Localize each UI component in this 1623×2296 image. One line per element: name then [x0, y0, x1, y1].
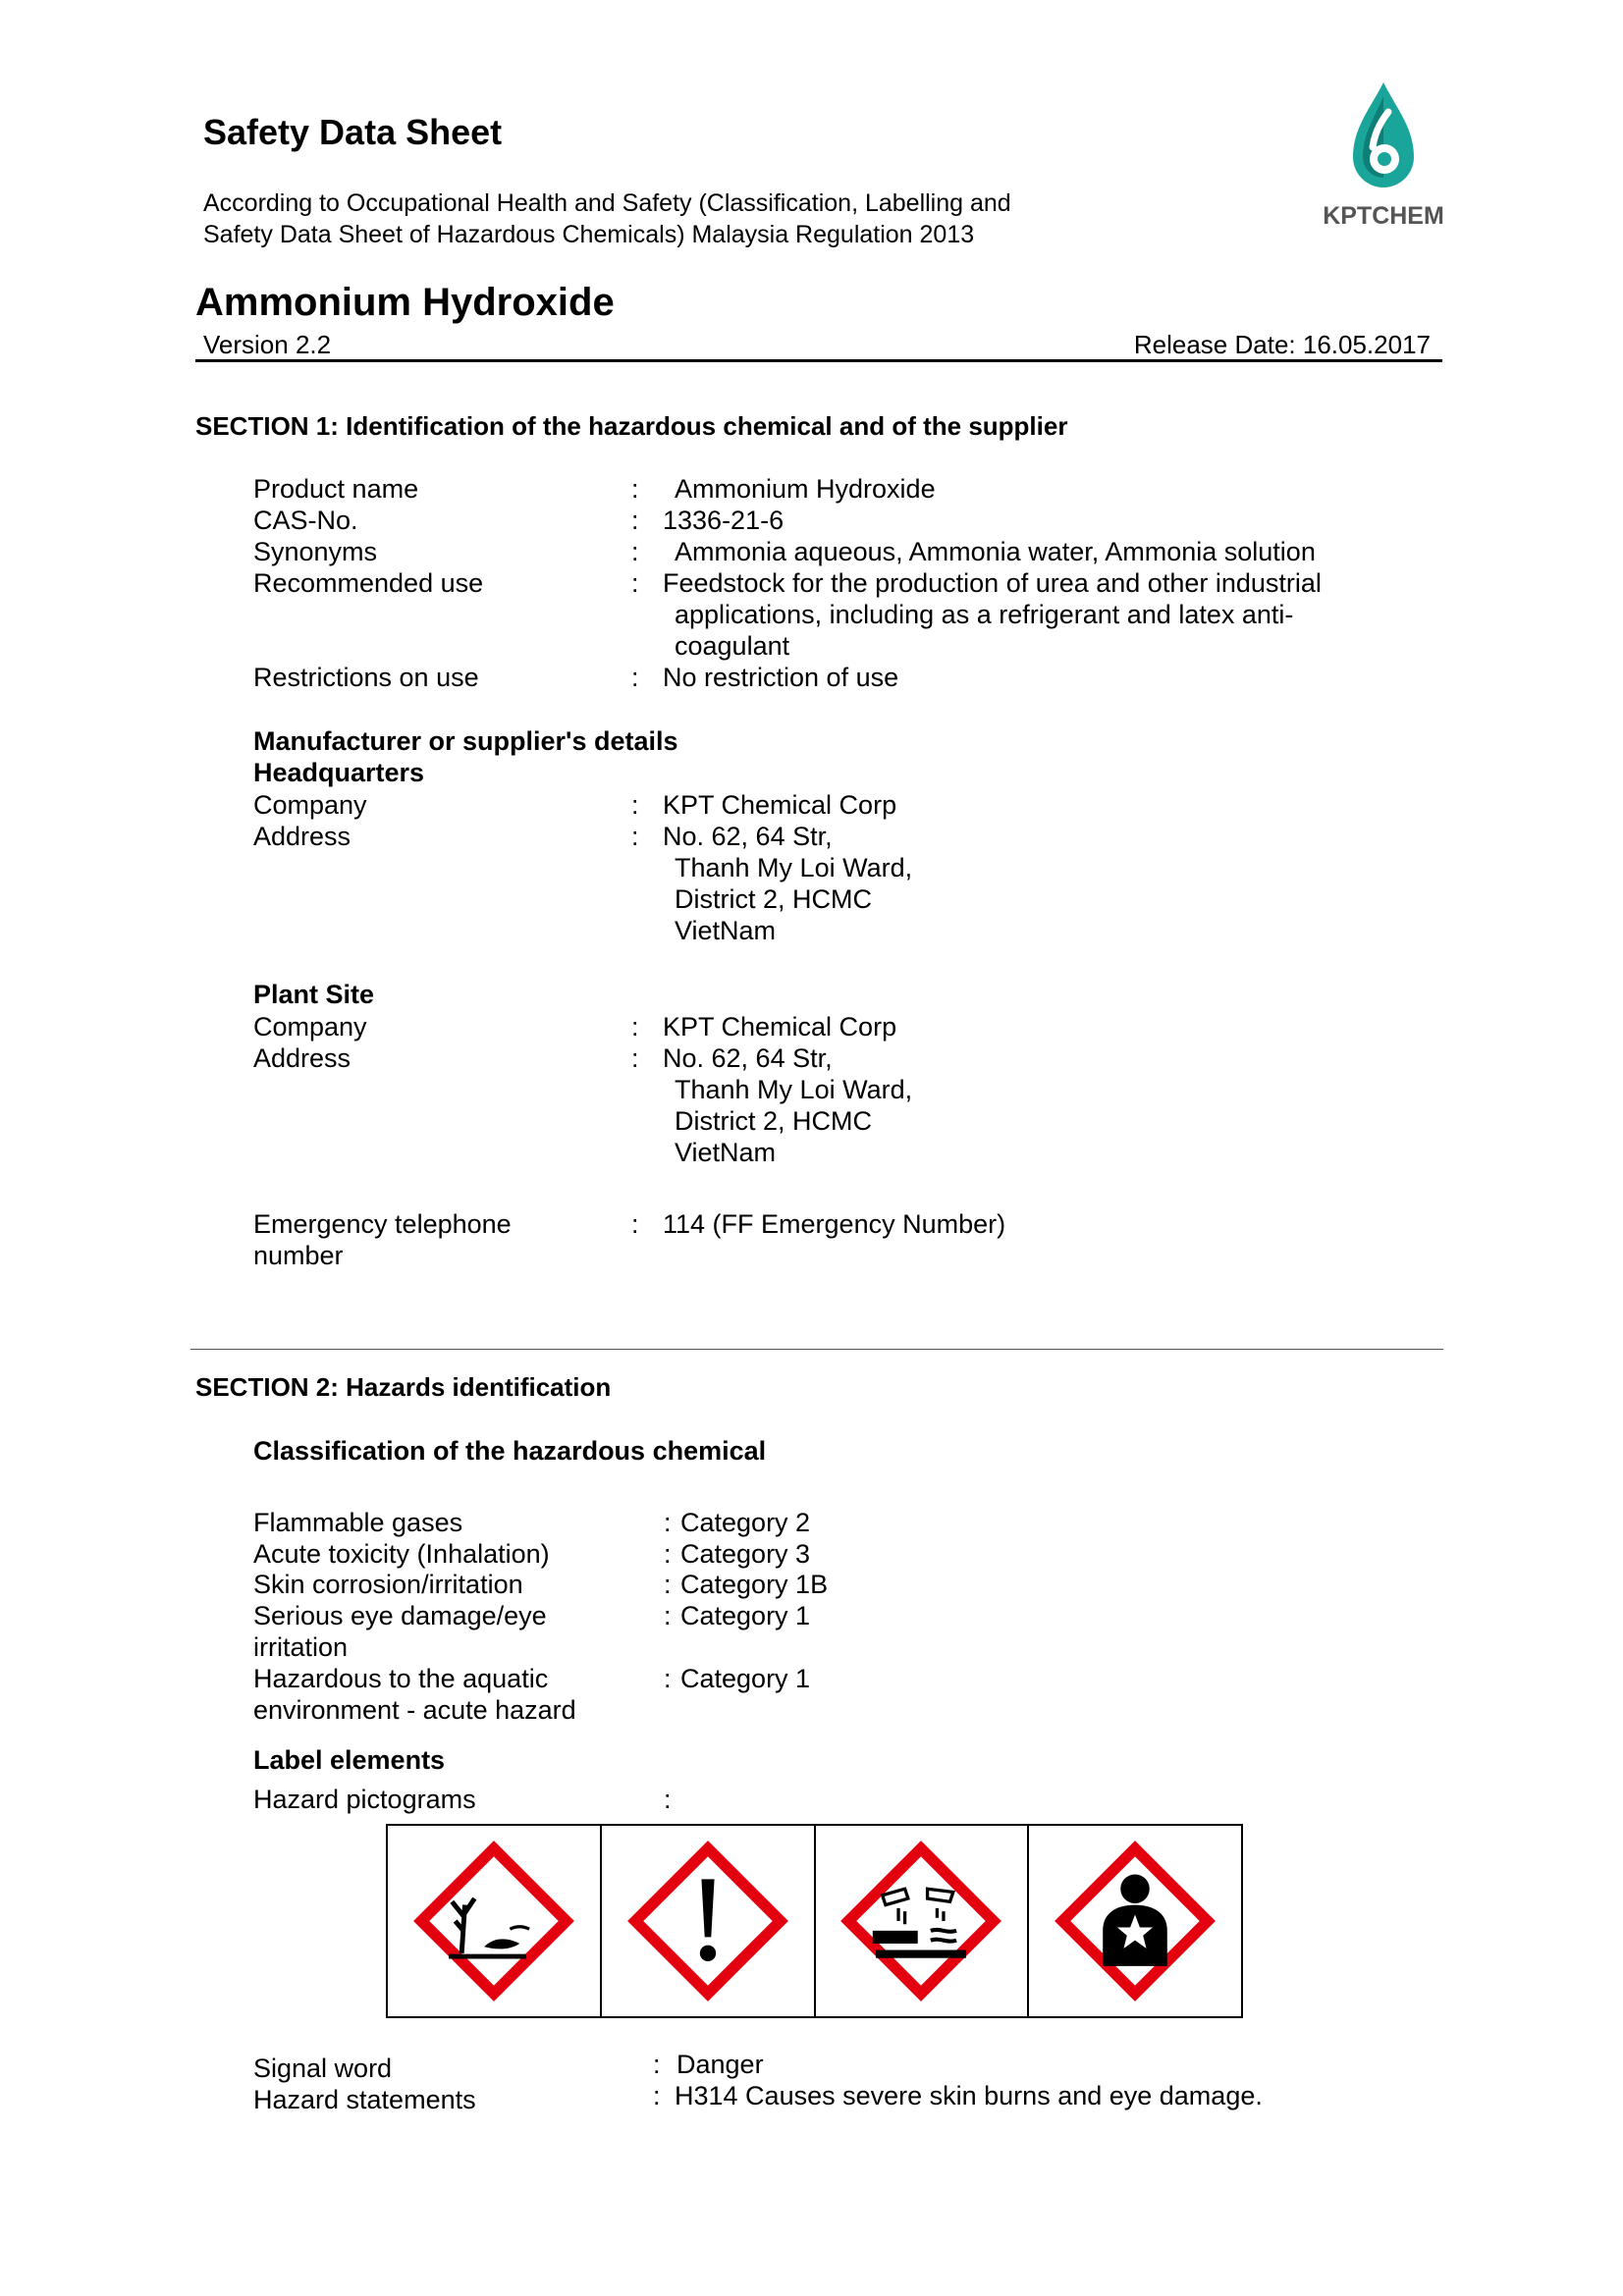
- emergency-value: 114 (FF Emergency Number): [663, 1209, 1006, 1239]
- document-title: Safety Data Sheet: [203, 112, 503, 152]
- release-date: Release Date: 16.05.2017: [1133, 330, 1431, 359]
- hazard-statements-label: Hazard statements: [253, 2085, 476, 2114]
- plant-address-line-1: No. 62, 64 Str,: [663, 1043, 833, 1073]
- product-title: Ammonium Hydroxide: [195, 281, 615, 324]
- header-rule: [195, 359, 1442, 362]
- environment-pictogram-cell: [388, 1826, 602, 2016]
- signal-word-label: Signal word: [253, 2054, 393, 2083]
- recommended-use-line-1: Feedstock for the production of urea and other industrial: [663, 568, 1322, 598]
- restrictions-value: No restriction of use: [663, 663, 899, 692]
- colon: :: [664, 1539, 672, 1569]
- health-hazard-icon: [1055, 1841, 1216, 2002]
- hq-address-line-3: District 2, HCMC: [675, 884, 872, 914]
- regulation-line-1: According to Occupational Health and Safety (Classification, Labelling and: [203, 189, 1011, 217]
- plant-site-heading: Plant Site: [253, 980, 375, 1009]
- synonyms-value: Ammonia aqueous, Ammonia water, Ammonia solution: [675, 537, 1316, 566]
- colon: :: [631, 1209, 639, 1239]
- hq-address-label: Address: [253, 822, 352, 851]
- class-label-aquatic-line-2: environment - acute hazard: [253, 1695, 576, 1725]
- hazard-pictograms-table: [386, 1824, 1243, 2018]
- signal-word-value: Danger: [676, 2050, 764, 2079]
- class-value-skin-corrosion: Category 1B: [680, 1570, 829, 1599]
- hq-address-line-2: Thanh My Loi Ward,: [675, 853, 913, 882]
- colon: :: [653, 2050, 661, 2079]
- colon: :: [631, 568, 639, 598]
- plant-address-line-4: VietNam: [675, 1138, 777, 1167]
- class-label-skin-corrosion: Skin corrosion/irritation: [253, 1570, 523, 1599]
- classification-heading: Classification of the hazardous chemical: [253, 1436, 767, 1466]
- colon: :: [631, 663, 639, 692]
- recommended-use-line-3: coagulant: [675, 631, 790, 661]
- version-label: Version 2.2: [203, 330, 332, 359]
- colon: :: [631, 474, 639, 504]
- hazard-pictograms-label: Hazard pictograms: [253, 1785, 476, 1814]
- plant-company-value: KPT Chemical Corp: [663, 1012, 897, 1041]
- class-value-aquatic: Category 1: [680, 1664, 811, 1693]
- colon: :: [653, 2081, 661, 2110]
- colon: :: [631, 506, 639, 535]
- label-elements-heading: Label elements: [253, 1745, 446, 1775]
- colon: :: [664, 1601, 672, 1630]
- hq-address-line-4: VietNam: [675, 916, 777, 945]
- product-name-label: Product name: [253, 474, 419, 504]
- emergency-label-line-1: Emergency telephone: [253, 1209, 512, 1239]
- corrosion-icon: [840, 1841, 1001, 2002]
- class-label-eye-damage-line-2: irritation: [253, 1632, 349, 1662]
- health-hazard-pictogram-cell: [1029, 1826, 1241, 2016]
- section-1-heading: SECTION 1: Identification of the hazardous chemical and of the supplier: [195, 411, 1068, 441]
- product-name-value: Ammonium Hydroxide: [675, 474, 936, 504]
- colon: :: [664, 1664, 672, 1693]
- environment-icon: [413, 1841, 574, 2002]
- logo-text: KPTCHEM: [1323, 202, 1444, 230]
- colon: :: [664, 1508, 672, 1537]
- plant-address-label: Address: [253, 1043, 352, 1073]
- class-label-aquatic: Hazardous to the aquatic: [253, 1664, 549, 1693]
- plant-address-line-2: Thanh My Loi Ward,: [675, 1075, 913, 1104]
- hq-company-value: KPT Chemical Corp: [663, 790, 897, 820]
- colon: :: [631, 822, 639, 851]
- colon: :: [664, 1570, 672, 1599]
- emergency-label-line-2: number: [253, 1241, 344, 1270]
- recommended-use-label: Recommended use: [253, 568, 484, 598]
- colon: :: [631, 1043, 639, 1073]
- colon: :: [631, 537, 639, 566]
- section-divider: [190, 1349, 1443, 1350]
- class-value-acute-toxicity: Category 3: [680, 1539, 811, 1569]
- hq-company-label: Company: [253, 790, 367, 820]
- exclamation-icon: [627, 1841, 788, 2002]
- headquarters-heading: Headquarters: [253, 758, 425, 787]
- class-label-flammable-gases: Flammable gases: [253, 1508, 463, 1537]
- colon: :: [631, 790, 639, 820]
- cas-value: 1336-21-6: [663, 506, 784, 535]
- class-label-acute-toxicity: Acute toxicity (Inhalation): [253, 1539, 550, 1569]
- class-value-flammable-gases: Category 2: [680, 1508, 811, 1537]
- hazard-statement-value: H314 Causes severe skin burns and eye damage.: [675, 2081, 1263, 2110]
- regulation-line-2: Safety Data Sheet of Hazardous Chemicals) Malaysia Regulation 2013: [203, 221, 975, 248]
- exclamation-pictogram-cell: [602, 1826, 816, 2016]
- corrosion-pictogram-cell: [816, 1826, 1030, 2016]
- restrictions-label: Restrictions on use: [253, 663, 479, 692]
- class-label-eye-damage: Serious eye damage/eye: [253, 1601, 547, 1630]
- synonyms-label: Synonyms: [253, 537, 378, 566]
- section-2-heading: SECTION 2: Hazards identification: [195, 1372, 612, 1402]
- colon: :: [631, 1012, 639, 1041]
- manufacturer-heading: Manufacturer or supplier's details: [253, 726, 678, 756]
- plant-company-label: Company: [253, 1012, 367, 1041]
- kptchem-logo: [1314, 79, 1453, 236]
- cas-label: CAS-No.: [253, 506, 358, 535]
- class-value-eye-damage: Category 1: [680, 1601, 811, 1630]
- recommended-use-line-2: applications, including as a refrigerant and latex anti-: [675, 600, 1294, 629]
- hq-address-line-1: No. 62, 64 Str,: [663, 822, 833, 851]
- plant-address-line-3: District 2, HCMC: [675, 1106, 872, 1136]
- colon: :: [664, 1785, 672, 1814]
